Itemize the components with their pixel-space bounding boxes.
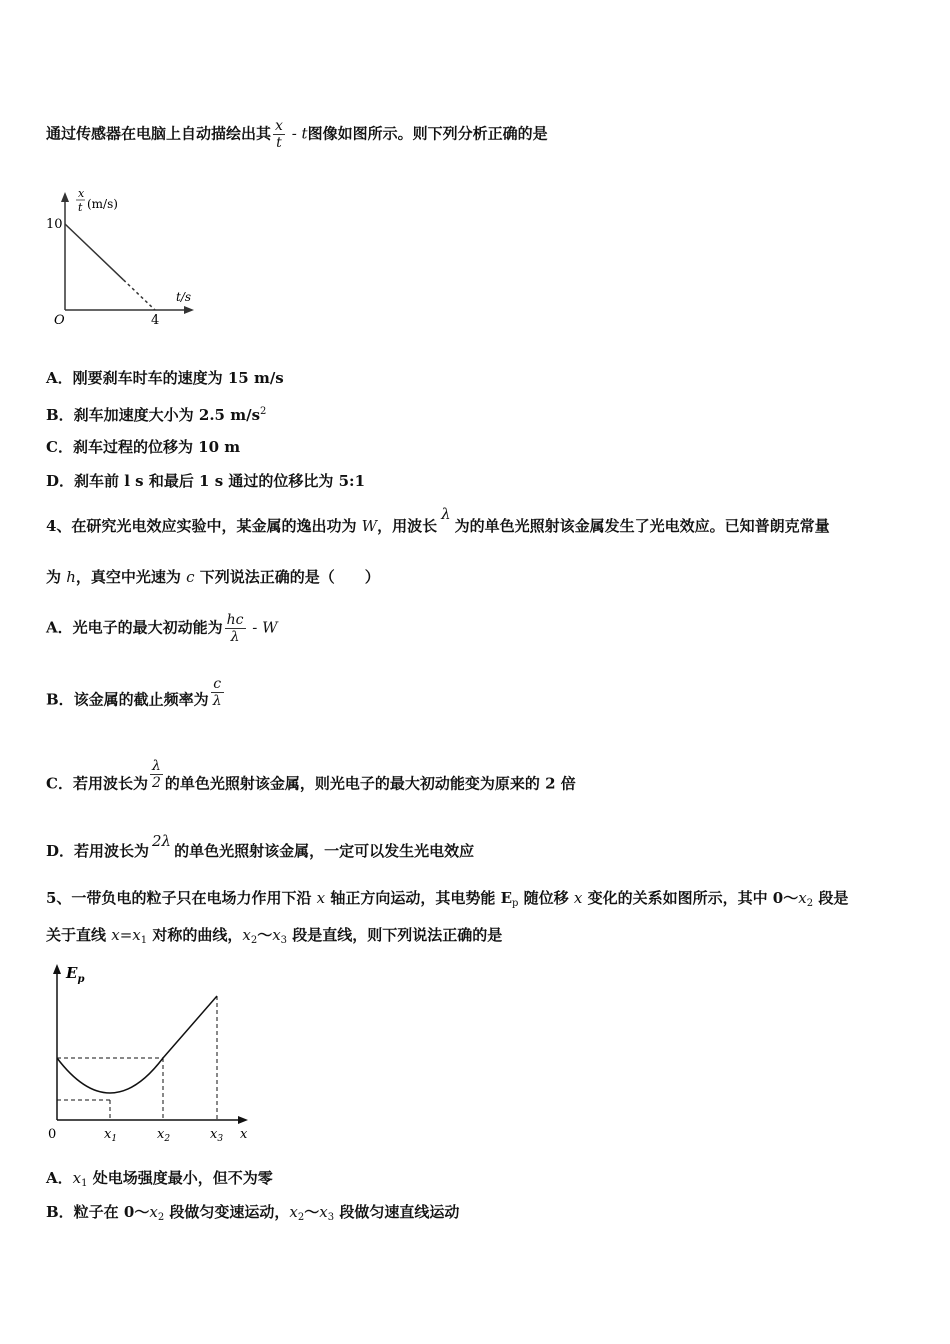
c-over-lambda: $\frac{c}{\lambda}$ [212,676,222,709]
intro-text-after: 图像如图所示。则下列分析正确的是 [307,124,548,143]
g2-x2-label: $x_2$ [157,1127,171,1144]
q3-option-a: A．刚要刹车时车的速度为 15 m/s [46,369,284,387]
g2-curve [57,996,217,1093]
g2-y-label: $E_p$ [66,964,85,985]
q5-stem-line2: 关于直线 $x=x_1$ 对称的曲线，$x_2\sim x_3$ 段是直线，则下列说法正确的是 [46,926,503,946]
q4-option-a: A．光电子的最大初动能为 $\frac{hc}{\lambda}$ - W [46,612,278,645]
lambda-over-2: $\frac{\lambda}{2}$ [151,758,161,791]
q4-stem-line1: 4、在研究光电效应实验中，某金属的逸出功为 W，用波长λ为的单色光照射该金属发生了光电效应。已知普朗克常量 [46,505,830,535]
q3-option-b: B．刹车加速度大小为 2.5 $m/s^2$ [46,406,267,424]
hc-over-lambda: $\frac{hc}{\lambda}$ [226,612,244,645]
x-over-t-fraction: $\frac{x}{t}$ [275,118,283,151]
g1-data-line-dashed [124,280,156,310]
intro-line [46,118,548,151]
g1-y-label-num: x [78,187,85,200]
q5-option-a: A．$x_1$ 处电场强度最小，但不为零 [46,1169,273,1189]
g1-y-arrow [61,192,69,202]
q3-option-c: C．刹车过程的位移为 10 m [46,438,241,456]
q5-stem-line1: 5、一带负电的粒子只在电场力作用下沿 x 轴正方向运动，其电势能 $E_p$ 随位移 x 变化的关系如图所示，其中 $0\sim x_2$ 段是 [46,889,849,909]
g1-x-tick-4: 4 [151,313,160,328]
q4-option-c: C．若用波长为 $\frac{\lambda}{2}$ 的单色光照射该金属，则光电子的最大初动能变为原来的 2 倍 [46,758,576,793]
g1-x-label: t/s [176,290,192,304]
ep-graph [40,958,260,1148]
g1-y-label-den: t [78,201,83,214]
two-lambda: 2λ [152,832,172,850]
q4-option-b: B．该金属的截止频率为 $\frac{c}{\lambda}$ [46,676,222,709]
lambda-symbol: λ [441,505,451,523]
q3-option-d: D．刹车前 l s 和最后 1 s 通过的位移比为 5:1 [46,472,366,490]
q5-option-b: B．粒子在 $0\sim x_2$ 段做匀变速运动，$x_2\sim x_3$ 段做匀速直线运动 [46,1203,460,1223]
g1-x-arrow [184,306,194,314]
g2-x-arrow [238,1116,248,1124]
g2-origin: 0 [48,1127,57,1142]
intro-text-before: 通过传感器在电脑上自动描绘出其 [46,124,272,143]
dash-t: - t [286,124,308,143]
g1-y-tick-10: 10 [46,217,63,232]
q4-stem-line2: 为 h，真空中光速为 c 下列说法正确的是（ ） [46,568,380,586]
g2-x1-label: $x_1$ [104,1127,118,1144]
g2-y-arrow [53,964,61,974]
g2-x3-label: $x_3$ [210,1127,224,1144]
xt-graph [40,188,200,328]
g1-y-unit: (m/s) [87,197,118,211]
g2-x-axis-label: x [240,1127,248,1142]
g1-data-line-solid [65,224,124,280]
q4-option-d: D．若用波长为2λ的单色光照射该金属，一定可以发生光电效应 [46,832,475,860]
g1-origin: O [54,313,65,328]
